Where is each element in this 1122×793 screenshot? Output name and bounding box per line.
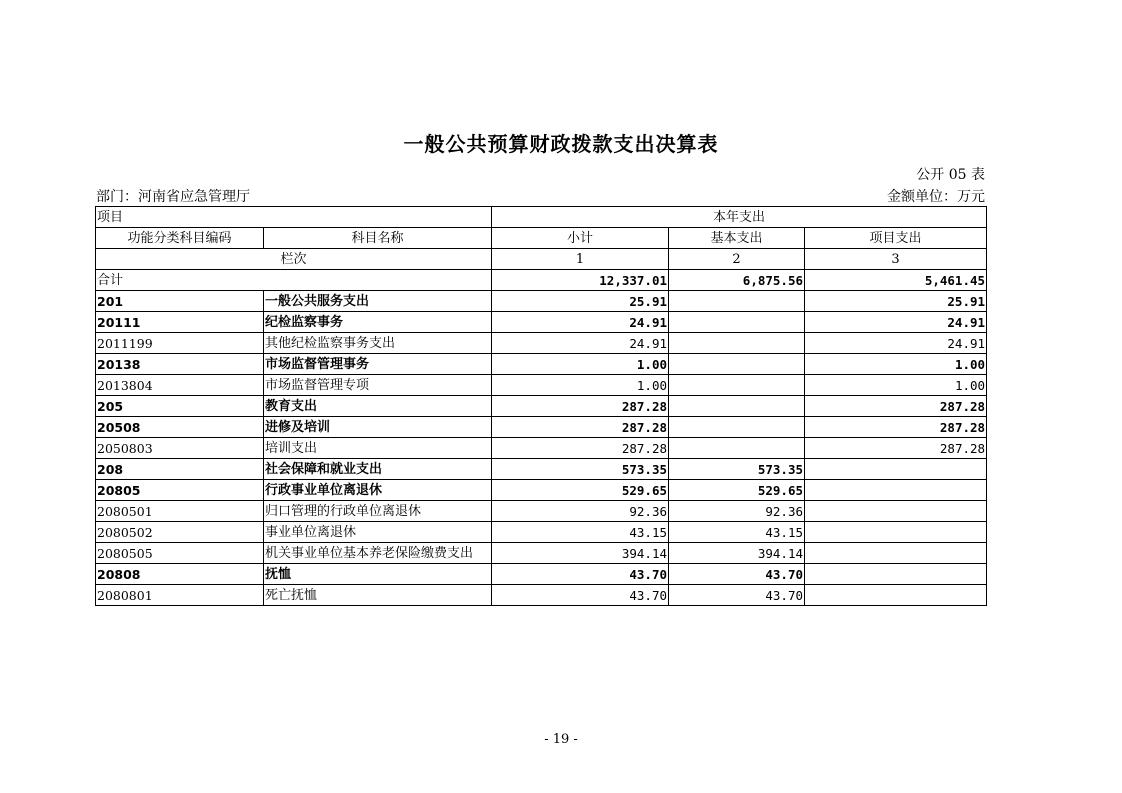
column-index-1: 1 [492,249,669,270]
row-code: 20111 [96,312,264,333]
row-project: 24.91 [805,312,987,333]
row-project: 24.91 [805,333,987,354]
table-row [96,438,987,459]
table-row [96,480,987,501]
row-subtotal: 1.00 [492,354,669,375]
row-project [805,459,987,480]
row-project: 287.28 [805,438,987,459]
total-subtotal: 12,337.01 [492,270,669,291]
row-subtotal: 92.36 [492,501,669,522]
page-number: - 19 - [544,732,578,747]
row-code: 205 [96,396,264,417]
table-row [96,417,987,438]
row-basic: 92.36 [669,501,805,522]
department-label: 部门：河南省应急管理厅 [96,189,250,205]
table-row [96,585,987,606]
row-name: 纪检监察事务 [264,312,492,333]
row-code: 2050803 [96,438,264,459]
header-current-year: 本年支出 [492,207,987,228]
row-name: 死亡抚恤 [264,585,492,606]
table-row [96,501,987,522]
total-project: 5,461.45 [805,270,987,291]
column-index-2: 2 [669,249,805,270]
row-code: 20808 [96,564,264,585]
row-project [805,501,987,522]
row-code: 208 [96,459,264,480]
table-row [96,396,987,417]
column-index-3: 3 [805,249,987,270]
row-name: 归口管理的行政单位离退休 [264,501,492,522]
row-code: 20138 [96,354,264,375]
row-name: 抚恤 [264,564,492,585]
row-code: 2080801 [96,585,264,606]
row-subtotal: 1.00 [492,375,669,396]
row-name: 一般公共服务支出 [264,291,492,312]
row-subtotal: 287.28 [492,396,669,417]
table-row [96,312,987,333]
row-basic [669,312,805,333]
total-label: 合计 [96,270,492,291]
row-project [805,480,987,501]
table-row [96,522,987,543]
table-row [96,354,987,375]
row-name: 进修及培训 [264,417,492,438]
row-name: 社会保障和就业支出 [264,459,492,480]
total-basic: 6,875.56 [669,270,805,291]
row-code: 20508 [96,417,264,438]
row-project [805,522,987,543]
table-row [96,543,987,564]
row-subtotal: 24.91 [492,333,669,354]
row-project: 25.91 [805,291,987,312]
row-name: 培训支出 [264,438,492,459]
row-name: 市场监督管理事务 [264,354,492,375]
table-row [96,375,987,396]
row-basic [669,375,805,396]
table-row [96,564,987,585]
form-number: 公开 05 表 [916,167,985,183]
row-subtotal: 24.91 [492,312,669,333]
row-project [805,564,987,585]
row-basic [669,291,805,312]
row-basic: 43.70 [669,585,805,606]
row-basic: 529.65 [669,480,805,501]
column-index-label: 栏次 [96,249,492,270]
row-project [805,543,987,564]
row-project: 287.28 [805,396,987,417]
header-name: 科目名称 [264,228,492,249]
row-subtotal: 43.70 [492,564,669,585]
header-item: 项目 [96,207,492,228]
row-name: 事业单位离退休 [264,522,492,543]
row-subtotal: 43.15 [492,522,669,543]
row-subtotal: 25.91 [492,291,669,312]
header-row-columns [96,228,987,249]
row-name: 行政事业单位离退休 [264,480,492,501]
row-subtotal: 394.14 [492,543,669,564]
table-row [96,291,987,312]
row-subtotal: 573.35 [492,459,669,480]
row-code: 20805 [96,480,264,501]
row-code: 2080505 [96,543,264,564]
row-basic [669,396,805,417]
row-subtotal: 43.70 [492,585,669,606]
row-project: 287.28 [805,417,987,438]
row-basic [669,417,805,438]
row-name: 机关事业单位基本养老保险缴费支出 [264,543,492,564]
row-code: 2080501 [96,501,264,522]
row-subtotal: 529.65 [492,480,669,501]
row-name: 市场监督管理专项 [264,375,492,396]
expenditure-table [95,206,987,606]
row-subtotal: 287.28 [492,438,669,459]
row-code: 2080502 [96,522,264,543]
header-code: 功能分类科目编码 [96,228,264,249]
row-name: 教育支出 [264,396,492,417]
row-basic [669,354,805,375]
total-row [96,270,987,291]
row-project: 1.00 [805,375,987,396]
row-subtotal: 287.28 [492,417,669,438]
row-basic [669,438,805,459]
unit-label: 金额单位：万元 [887,189,985,205]
table-row [96,459,987,480]
header-row-top [96,207,987,228]
row-code: 2013804 [96,375,264,396]
header-basic: 基本支出 [669,228,805,249]
row-basic: 394.14 [669,543,805,564]
row-code: 201 [96,291,264,312]
header-project: 项目支出 [805,228,987,249]
row-basic: 43.15 [669,522,805,543]
row-basic: 573.35 [669,459,805,480]
row-code: 2011199 [96,333,264,354]
page-title: 一般公共预算财政拨款支出决算表 [403,132,719,156]
row-project [805,585,987,606]
row-basic [669,333,805,354]
row-name: 其他纪检监察事务支出 [264,333,492,354]
header-subtotal: 小计 [492,228,669,249]
row-project: 1.00 [805,354,987,375]
row-basic: 43.70 [669,564,805,585]
table-row [96,333,987,354]
column-index-row [96,249,987,270]
